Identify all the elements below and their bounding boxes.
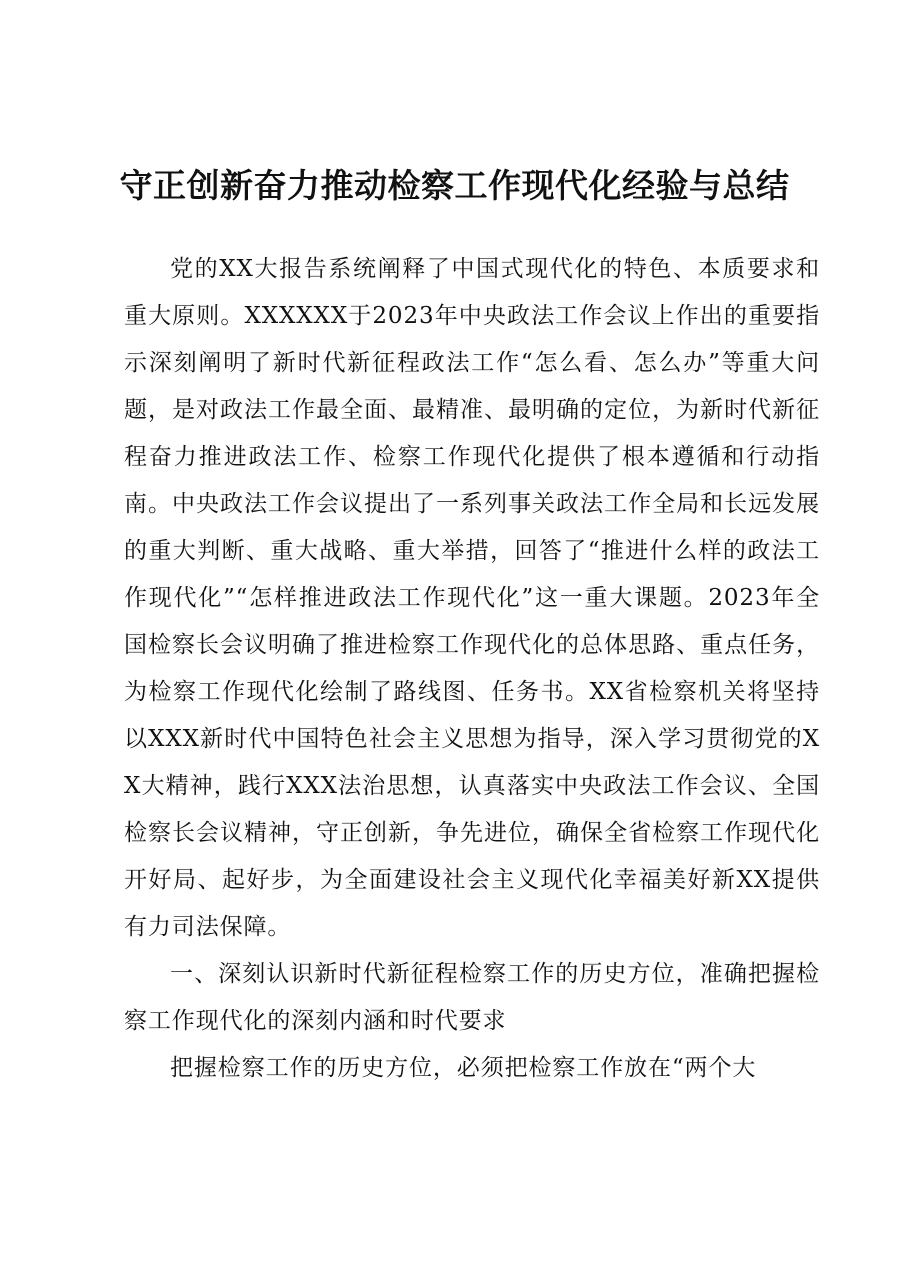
document-title: 守正创新奋力推动检察工作现代化经验与总结 xyxy=(119,166,790,205)
section-heading-one: 一、深刻认识新时代新征程检察工作的历史方位，准确把握检察工作现代化的深刻内涵和时代要求 xyxy=(124,961,820,1034)
paragraph-section-one: 把握检察工作的历史方位，必须把检察工作放在“两个大 xyxy=(170,1055,757,1081)
document-body xyxy=(124,246,820,1092)
paragraph-intro: 党的XX大报告系统阐释了中国式现代化的特色、本质要求和重大原则。XXXXXX于2023年中央政法工作会议上作出的重要指示深刻阐明了新时代新征程政法工作“怎么看、怎么办”等重大问题，是对政法工作最全面、最精准、最明确的定位，为新时代新征程奋力推进政法工作、检察工作现代化提供了根本遵循和行动指南。中央政法工作会议提出了一系列事关政法工作全局和长远发展的重大判断、重大战略、重大举措，回答了“推进什么样的政法工作现代化”“怎样推进政法工作现代化”这一重大课题。2023年全国检察长会议明确了推进检察工作现代化的总体思路、重点任务，为检察工作现代化绘制了路线图、任务书。XX省检察机关将坚持以XXX新时代中国特色社会主义思想为指导，深入学习贯彻党的XX大精神，践行XXX法治思想，认真落实中央政法工作会议、全国检察长会议精神，守正创新，争先进位，确保全省检察工作现代化开好局、起好步，为全面建设社会主义现代化幸福美好新XX提供有力司法保障。 xyxy=(124,256,820,940)
